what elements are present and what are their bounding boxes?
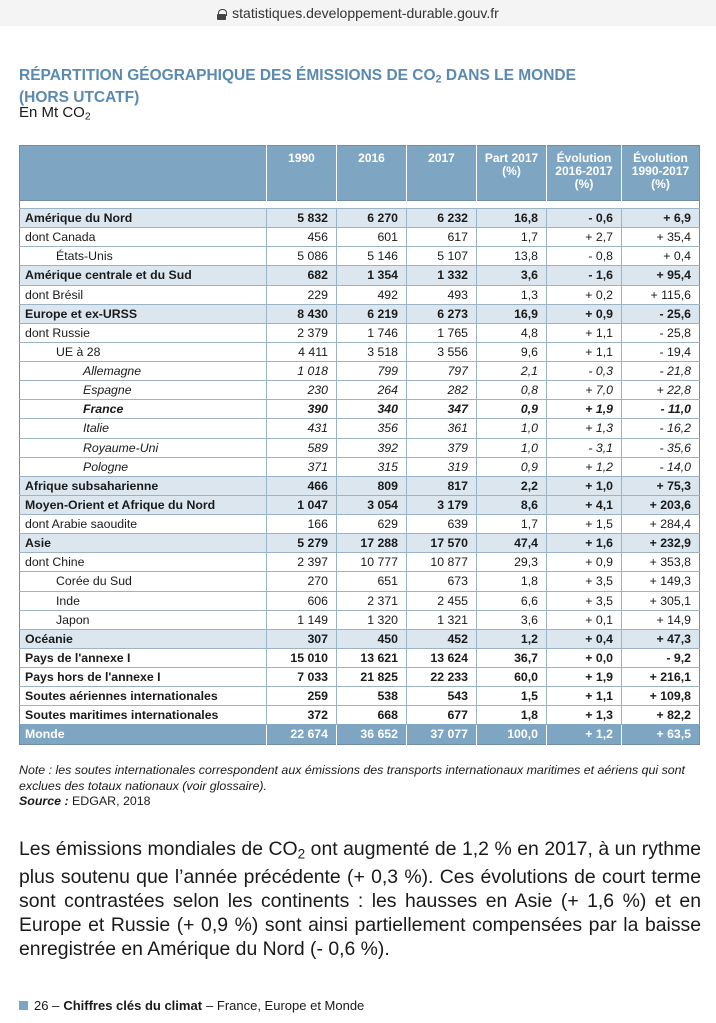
row-value: 2,2: [477, 476, 547, 495]
row-value: - 0,8: [547, 247, 622, 266]
row-value: 543: [407, 687, 477, 706]
row-value: 307: [267, 629, 337, 648]
row-value: 817: [407, 476, 477, 495]
row-value: + 1,1: [547, 323, 622, 342]
row-value: + 2,7: [547, 228, 622, 247]
row-value: 6 232: [407, 209, 477, 228]
row-value: 6 270: [337, 209, 407, 228]
row-value: 10 777: [337, 553, 407, 572]
row-value: 22 674: [267, 725, 337, 744]
table-note: Note : les soutes internationales correspondent aux émissions des transports internationaux maritimes et aériens qui sont exclues des totaux nationaux (voir glossaire).: [19, 763, 686, 793]
row-value: - 11,0: [622, 400, 700, 419]
table-row: [20, 476, 700, 495]
row-label: Pologne: [20, 457, 267, 476]
row-value: 379: [407, 438, 477, 457]
row-value: 6,6: [477, 591, 547, 610]
row-value: 8 430: [267, 304, 337, 323]
row-value: 319: [407, 457, 477, 476]
row-value: 1 018: [267, 362, 337, 381]
row-value: + 1,3: [547, 706, 622, 725]
row-value: + 284,4: [622, 515, 700, 534]
row-label: dont Canada: [20, 228, 267, 247]
table-row: [20, 629, 700, 648]
row-value: 3,6: [477, 266, 547, 285]
row-label: Moyen-Orient et Afrique du Nord: [20, 495, 267, 514]
row-value: - 25,6: [622, 304, 700, 323]
row-value: 259: [267, 687, 337, 706]
row-label: Espagne: [20, 381, 267, 400]
row-value: 3 556: [407, 342, 477, 361]
row-value: + 1,2: [547, 725, 622, 744]
header-2017: 2017: [407, 146, 477, 201]
row-value: + 115,6: [622, 285, 700, 304]
row-value: 29,3: [477, 553, 547, 572]
row-value: 452: [407, 629, 477, 648]
row-value: 1 047: [267, 495, 337, 514]
row-value: 1,0: [477, 419, 547, 438]
row-value: - 9,2: [622, 648, 700, 667]
row-value: 229: [267, 285, 337, 304]
table-header-row: [20, 146, 700, 201]
row-value: 372: [267, 706, 337, 725]
table-row: [20, 591, 700, 610]
table-row: [20, 495, 700, 514]
row-value: + 353,8: [622, 553, 700, 572]
row-value: + 1,0: [547, 476, 622, 495]
row-value: + 1,9: [547, 400, 622, 419]
row-label: Royaume-Uni: [20, 438, 267, 457]
header-evolution-2016-2017: Évolution 2016-2017 (%): [547, 146, 622, 201]
row-value: + 0,2: [547, 285, 622, 304]
row-value: 6 219: [337, 304, 407, 323]
row-value: + 3,5: [547, 591, 622, 610]
row-value: + 1,2: [547, 457, 622, 476]
row-value: 677: [407, 706, 477, 725]
row-value: 682: [267, 266, 337, 285]
table-source: Source : EDGAR, 2018: [19, 794, 151, 808]
header-evolution-1990-2017: Évolution 1990-2017 (%): [622, 146, 700, 201]
footer-square-icon: [19, 1001, 28, 1010]
footer-subtitle: – France, Europe et Monde: [206, 998, 365, 1013]
row-value: 2 371: [337, 591, 407, 610]
table-row: [20, 304, 700, 323]
table-spacer: [20, 201, 700, 209]
row-value: 617: [407, 228, 477, 247]
row-label: dont Russie: [20, 323, 267, 342]
row-value: - 19,4: [622, 342, 700, 361]
header-part-2017: Part 2017 (%): [477, 146, 547, 201]
row-value: + 1,5: [547, 515, 622, 534]
address-bar[interactable]: [0, 0, 716, 26]
row-value: 456: [267, 228, 337, 247]
row-value: + 0,9: [547, 304, 622, 323]
row-value: 361: [407, 419, 477, 438]
row-value: 60,0: [477, 668, 547, 687]
row-value: 230: [267, 381, 337, 400]
row-label: dont Chine: [20, 553, 267, 572]
row-value: 356: [337, 419, 407, 438]
table-row: [20, 381, 700, 400]
row-label: Asie: [20, 534, 267, 553]
row-value: + 14,9: [622, 610, 700, 629]
row-value: + 75,3: [622, 476, 700, 495]
emissions-table: [19, 145, 700, 745]
row-value: 450: [337, 629, 407, 648]
row-label: France: [20, 400, 267, 419]
row-value: 431: [267, 419, 337, 438]
row-value: 21 825: [337, 668, 407, 687]
row-value: 5 086: [267, 247, 337, 266]
row-value: - 1,6: [547, 266, 622, 285]
row-value: 9,6: [477, 342, 547, 361]
row-value: 340: [337, 400, 407, 419]
row-label: UE à 28: [20, 342, 267, 361]
body-paragraph: Les émissions mondiales de $CO_2$ ont augmenté de 1,2 % en 2017, à un rythme plus soutenu que l’année précédente (+ 0,3 %). Ces évolutions de court terme sont contrastées selon les continents : les hausses en Asie (+ 1,6 %) et en Europe et Russie (+ 0,9 %) sont ainsi partiellement compensées par la baisse enregistrée en Amérique du Nord (- 0,6 %).: [19, 838, 702, 960]
row-label: dont Arabie saoudite: [20, 515, 267, 534]
row-value: 1,8: [477, 572, 547, 591]
header-2016: 2016: [337, 146, 407, 201]
table-row: [20, 438, 700, 457]
row-value: + 149,3: [622, 572, 700, 591]
table-row: [20, 553, 700, 572]
row-value: 1 149: [267, 610, 337, 629]
row-value: 47,4: [477, 534, 547, 553]
header-region: [20, 146, 267, 201]
row-label: Pays hors de l'annexe I: [20, 668, 267, 687]
row-label: Océanie: [20, 629, 267, 648]
row-value: 371: [267, 457, 337, 476]
row-value: 3 054: [337, 495, 407, 514]
row-value: 493: [407, 285, 477, 304]
row-value: 0,9: [477, 457, 547, 476]
table-unit: En Mt $CO_2$: [19, 104, 91, 123]
row-value: 270: [267, 572, 337, 591]
header-1990: 1990: [267, 146, 337, 201]
row-value: 36 652: [337, 725, 407, 744]
row-value: 16,8: [477, 209, 547, 228]
footer-title: Chiffres clés du climat: [63, 998, 203, 1013]
row-value: 264: [337, 381, 407, 400]
row-value: 5 107: [407, 247, 477, 266]
row-value: 282: [407, 381, 477, 400]
row-value: 1,5: [477, 687, 547, 706]
row-value: 7 033: [267, 668, 337, 687]
url-text: statistiques.developpement-durable.gouv.fr: [232, 5, 499, 21]
row-value: 1 332: [407, 266, 477, 285]
row-value: 809: [337, 476, 407, 495]
row-label: Corée du Sud: [20, 572, 267, 591]
table-row: [20, 419, 700, 438]
row-value: + 22,8: [622, 381, 700, 400]
row-value: 13,8: [477, 247, 547, 266]
row-value: 166: [267, 515, 337, 534]
row-value: - 25,8: [622, 323, 700, 342]
row-value: 2 397: [267, 553, 337, 572]
row-value: 466: [267, 476, 337, 495]
lock-icon: [217, 9, 226, 20]
row-value: 3 179: [407, 495, 477, 514]
row-value: 538: [337, 687, 407, 706]
row-value: 797: [407, 362, 477, 381]
row-value: - 0,6: [547, 209, 622, 228]
row-value: 2 455: [407, 591, 477, 610]
row-label: Inde: [20, 591, 267, 610]
row-value: 601: [337, 228, 407, 247]
row-value: 1 746: [337, 323, 407, 342]
table-row: [20, 515, 700, 534]
row-value: 15 010: [267, 648, 337, 667]
table-row: [20, 400, 700, 419]
row-value: 8,6: [477, 495, 547, 514]
row-value: + 1,1: [547, 687, 622, 706]
row-value: + 0,9: [547, 553, 622, 572]
row-value: + 35,4: [622, 228, 700, 247]
row-value: 5 279: [267, 534, 337, 553]
row-value: 0,9: [477, 400, 547, 419]
row-value: + 203,6: [622, 495, 700, 514]
row-value: 347: [407, 400, 477, 419]
table-row: [20, 725, 700, 744]
row-value: 22 233: [407, 668, 477, 687]
row-value: 1 765: [407, 323, 477, 342]
table-row: [20, 668, 700, 687]
row-value: 1,2: [477, 629, 547, 648]
row-value: 6 273: [407, 304, 477, 323]
row-value: - 14,0: [622, 457, 700, 476]
row-value: 3 518: [337, 342, 407, 361]
row-value: 13 624: [407, 648, 477, 667]
footer-page: 26 –: [34, 998, 60, 1013]
row-value: + 109,8: [622, 687, 700, 706]
row-value: - 0,3: [547, 362, 622, 381]
table-row: [20, 247, 700, 266]
row-label: dont Brésil: [20, 285, 267, 304]
row-value: 1 354: [337, 266, 407, 285]
table-row: [20, 457, 700, 476]
table-row: [20, 610, 700, 629]
row-value: + 1,6: [547, 534, 622, 553]
row-value: + 0,4: [547, 629, 622, 648]
row-value: + 1,3: [547, 419, 622, 438]
row-label: Amérique du Nord: [20, 209, 267, 228]
row-value: + 0,4: [622, 247, 700, 266]
row-value: 1,7: [477, 515, 547, 534]
row-value: 390: [267, 400, 337, 419]
row-label: États-Unis: [20, 247, 267, 266]
row-value: 492: [337, 285, 407, 304]
row-label: Pays de l'annexe I: [20, 648, 267, 667]
row-label: Japon: [20, 610, 267, 629]
row-value: + 0,1: [547, 610, 622, 629]
row-value: 651: [337, 572, 407, 591]
table-row: [20, 342, 700, 361]
row-value: + 95,4: [622, 266, 700, 285]
row-value: - 35,6: [622, 438, 700, 457]
row-label: Amérique centrale et du Sud: [20, 266, 267, 285]
row-value: 629: [337, 515, 407, 534]
table-row: [20, 323, 700, 342]
row-value: 589: [267, 438, 337, 457]
table-row: [20, 266, 700, 285]
row-label: Italie: [20, 419, 267, 438]
row-value: 5 832: [267, 209, 337, 228]
row-label: Allemagne: [20, 362, 267, 381]
table-row: [20, 687, 700, 706]
row-value: 0,8: [477, 381, 547, 400]
row-value: + 4,1: [547, 495, 622, 514]
row-label: Monde: [20, 725, 267, 744]
table-row: [20, 572, 700, 591]
row-value: + 305,1: [622, 591, 700, 610]
table-title: RÉPARTITION GÉOGRAPHIQUE DES ÉMISSIONS DE $CO_2$ DANS LE MONDE (HORS UTCATF): [19, 67, 576, 106]
table-row: [20, 648, 700, 667]
row-value: + 232,9: [622, 534, 700, 553]
row-value: 13 621: [337, 648, 407, 667]
row-value: + 82,2: [622, 706, 700, 725]
row-value: + 7,0: [547, 381, 622, 400]
row-value: - 16,2: [622, 419, 700, 438]
row-value: 799: [337, 362, 407, 381]
row-value: 673: [407, 572, 477, 591]
table-row: [20, 706, 700, 725]
row-value: - 3,1: [547, 438, 622, 457]
row-value: 1,3: [477, 285, 547, 304]
row-value: + 1,1: [547, 342, 622, 361]
row-value: 668: [337, 706, 407, 725]
row-value: + 47,3: [622, 629, 700, 648]
row-value: + 1,9: [547, 668, 622, 687]
row-value: 1 320: [337, 610, 407, 629]
row-value: 1,7: [477, 228, 547, 247]
table-row: [20, 362, 700, 381]
row-value: + 63,5: [622, 725, 700, 744]
row-label: Soutes maritimes internationales: [20, 706, 267, 725]
row-value: 4,8: [477, 323, 547, 342]
row-label: Soutes aériennes internationales: [20, 687, 267, 706]
row-value: 16,9: [477, 304, 547, 323]
row-value: 5 146: [337, 247, 407, 266]
row-value: 100,0: [477, 725, 547, 744]
row-value: + 6,9: [622, 209, 700, 228]
row-value: 1,0: [477, 438, 547, 457]
row-value: + 0,0: [547, 648, 622, 667]
row-label: Europe et ex-URSS: [20, 304, 267, 323]
row-value: 315: [337, 457, 407, 476]
row-value: 10 877: [407, 553, 477, 572]
table-row: [20, 285, 700, 304]
row-value: 606: [267, 591, 337, 610]
page-footer: [19, 998, 364, 1013]
row-value: 1 321: [407, 610, 477, 629]
row-value: 17 570: [407, 534, 477, 553]
row-value: 36,7: [477, 648, 547, 667]
row-value: + 3,5: [547, 572, 622, 591]
row-label: Afrique subsaharienne: [20, 476, 267, 495]
row-value: 4 411: [267, 342, 337, 361]
row-value: 37 077: [407, 725, 477, 744]
row-value: 17 288: [337, 534, 407, 553]
row-value: 1,8: [477, 706, 547, 725]
table-row: [20, 228, 700, 247]
row-value: - 21,8: [622, 362, 700, 381]
table-row: [20, 209, 700, 228]
row-value: 3,6: [477, 610, 547, 629]
row-value: 392: [337, 438, 407, 457]
row-value: + 216,1: [622, 668, 700, 687]
row-value: 2 379: [267, 323, 337, 342]
row-value: 639: [407, 515, 477, 534]
table-row: [20, 534, 700, 553]
row-value: 2,1: [477, 362, 547, 381]
